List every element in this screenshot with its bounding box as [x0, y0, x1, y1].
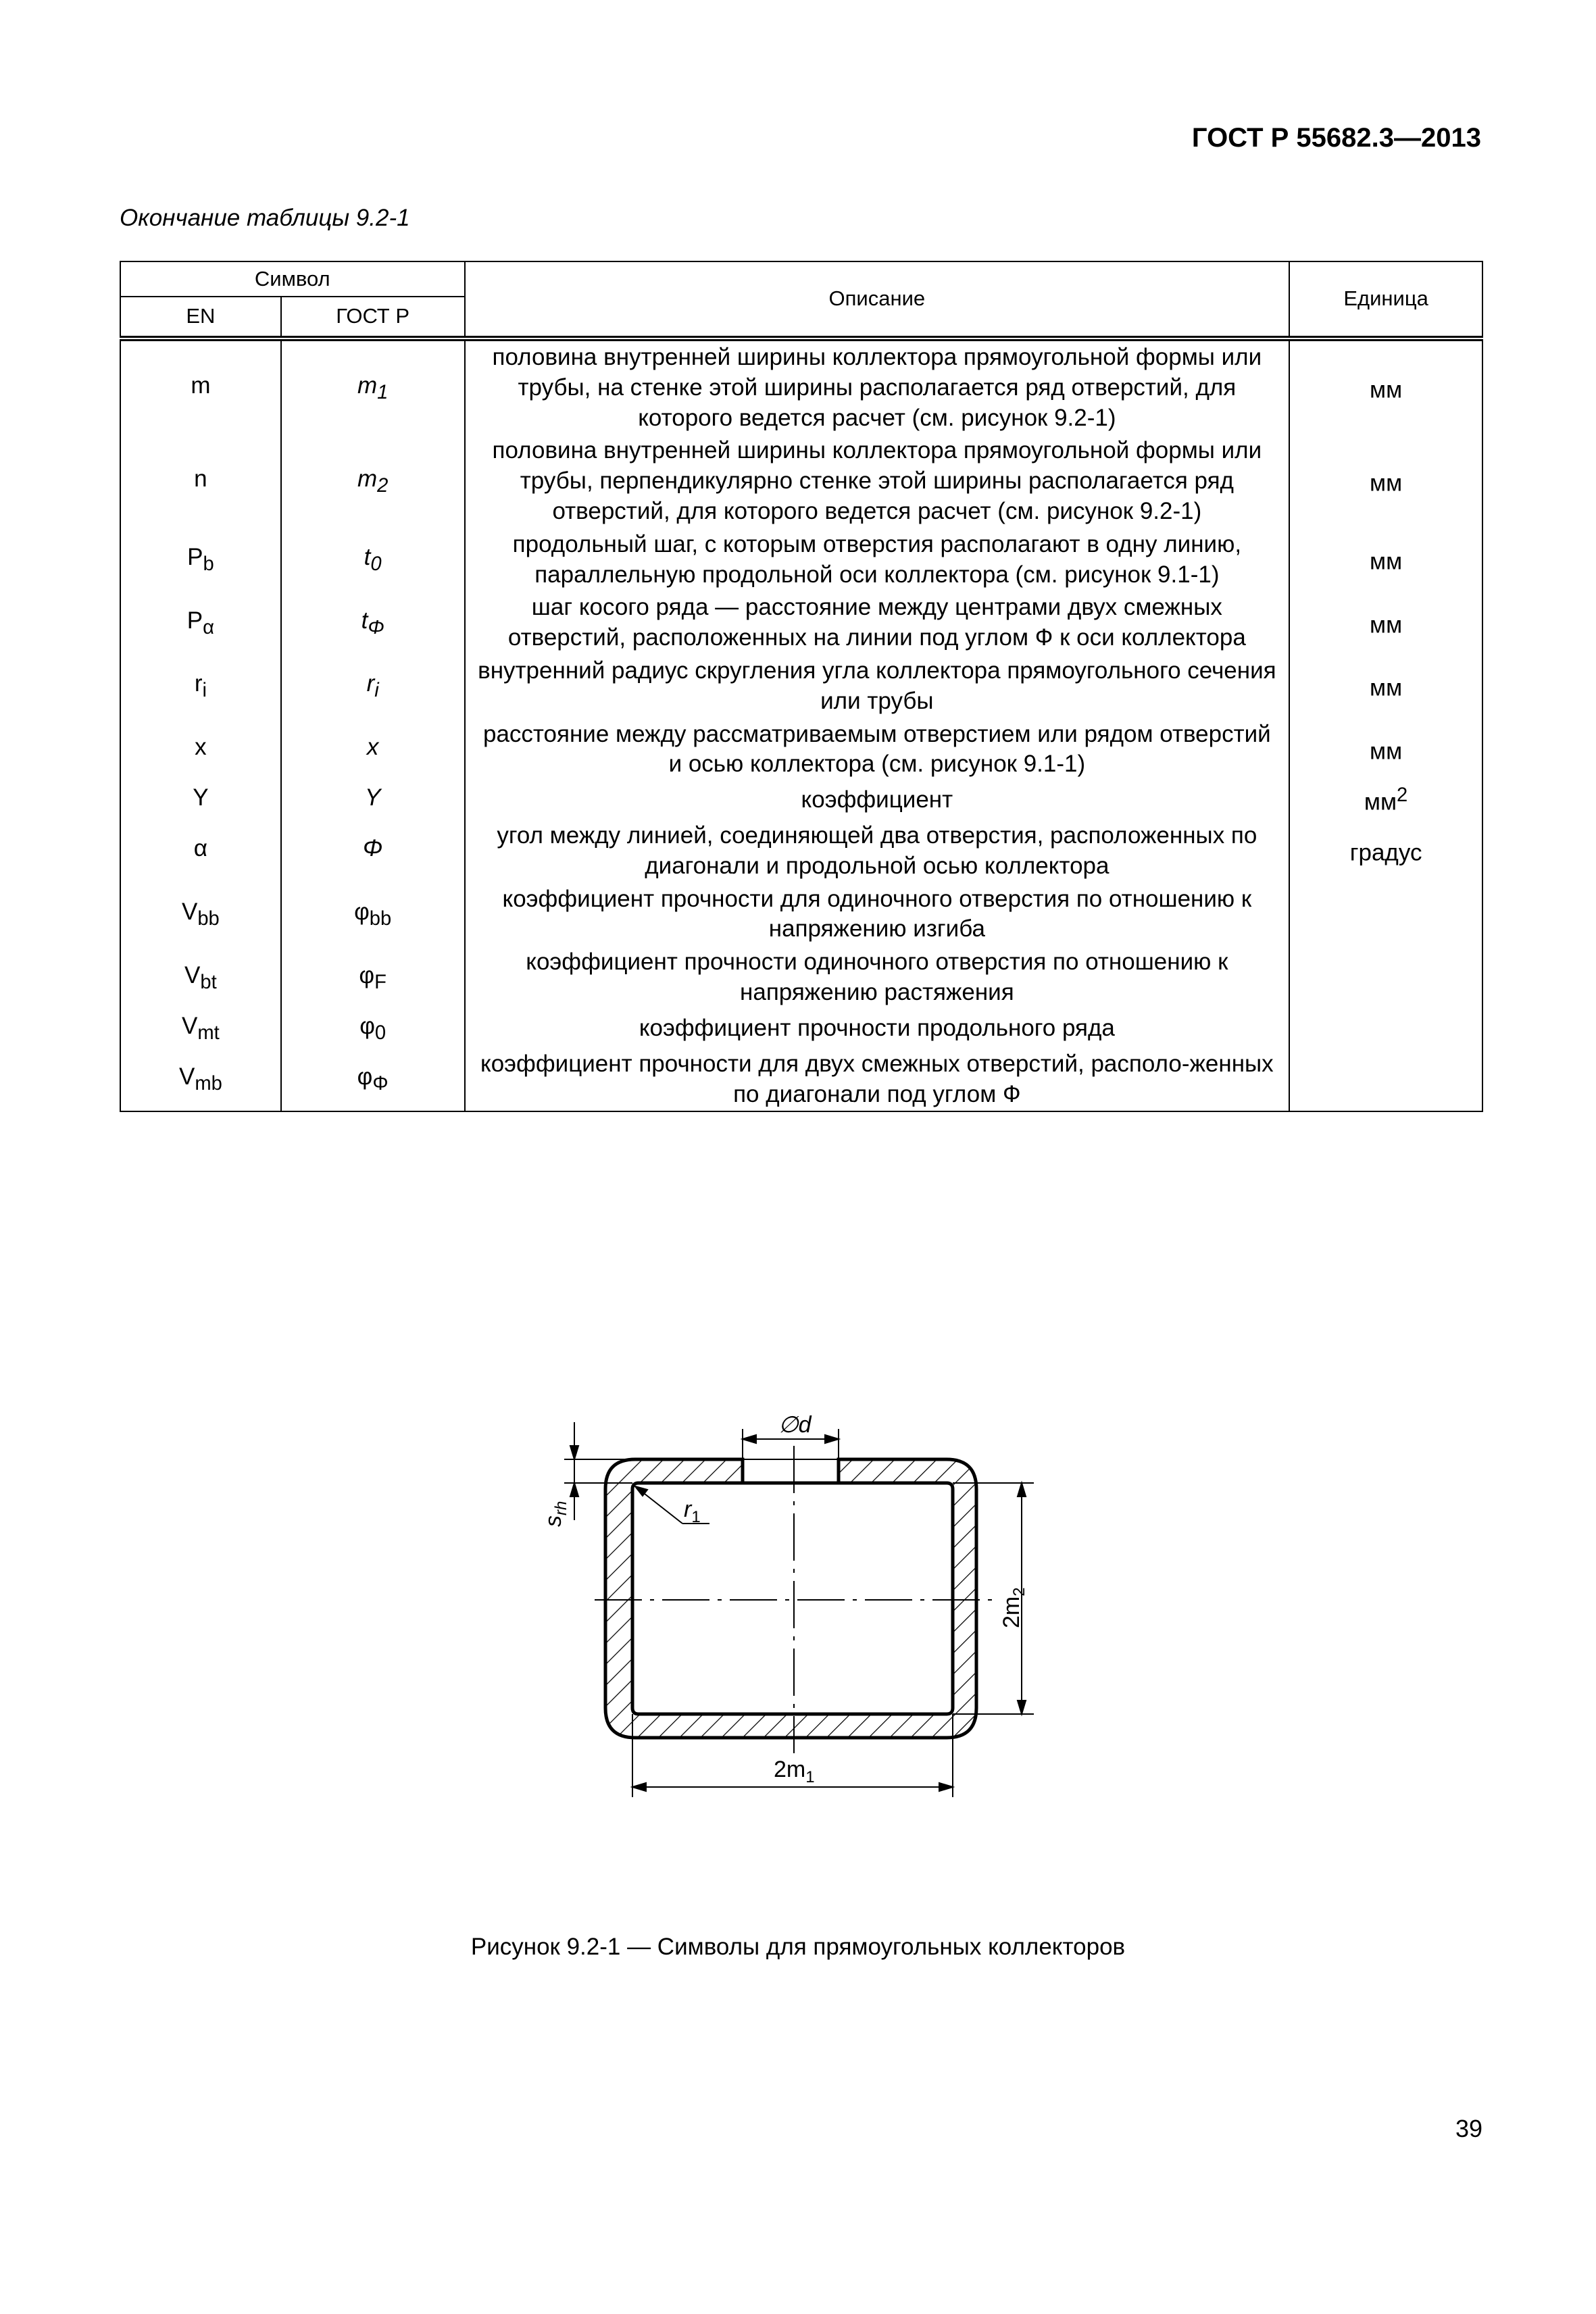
cell-gost: Φ — [281, 820, 465, 883]
cell-description: внутренний радиус скругления угла коллектора прямоугольного сечения или трубы — [465, 655, 1290, 718]
cell-unit: градус — [1289, 820, 1482, 883]
cell-description: шаг косого ряда — расстояние между центрами двух смежных отверстий, расположенных на линии под углом Ф к оси коллектора — [465, 591, 1290, 655]
cell-description: расстояние между рассматриваемым отверстием или рядом отверстий и осью коллектора (см. рисунок 9.1-1) — [465, 718, 1290, 782]
cell-description: коэффициент прочности продольного ряда — [465, 1009, 1290, 1048]
center-lines — [595, 1446, 993, 1753]
table-row — [120, 655, 1482, 718]
cell-gost: Y — [281, 781, 465, 820]
cell-unit: мм — [1289, 528, 1482, 592]
cell-gost: x — [281, 718, 465, 782]
cell-en: $V_{bb}$ — [120, 883, 281, 947]
table-body — [120, 338, 1482, 1111]
cell-unit — [1289, 883, 1482, 947]
cell-en: $V_{bt}$ — [120, 946, 281, 1009]
cell-description: коэффициент прочности для одиночного отверстия по отношению к напряжению изгиба — [465, 883, 1290, 947]
cell-en: α — [120, 820, 281, 883]
cell-description: коэффициент — [465, 781, 1290, 820]
cell-en: $V_{mt}$ — [120, 1009, 281, 1048]
cell-description: продольный шаг, с которым отверстия располагают в одну линию, параллельную продольной оси коллектора (см. рисунок 9.1-1) — [465, 528, 1290, 592]
cell-gost: $\varphi_{bb}$ — [281, 883, 465, 947]
page-number: 39 — [1455, 2115, 1482, 2142]
cell-description: угол между линией, соединяющей два отверстия, расположенных по диагонали и продольной осью коллектора — [465, 820, 1290, 883]
table-row — [120, 946, 1482, 1009]
cell-unit: мм — [1289, 338, 1482, 434]
cell-gost: $r_i$ — [281, 655, 465, 718]
cell-en: $P_\alpha$ — [120, 591, 281, 655]
header-en: EN — [120, 297, 281, 338]
wall-hatching — [605, 1459, 976, 1738]
table-row — [120, 434, 1482, 528]
cell-gost: $m_2$ — [281, 434, 465, 528]
cell-description: коэффициент прочности для двух смежных отверстий, располо-женных по диагонали под углом Ф — [465, 1048, 1290, 1112]
figure-caption: Рисунок 9.2-1 — Символы для прямоугольных коллекторов — [470, 1934, 1126, 1960]
cell-unit — [1289, 1009, 1482, 1048]
table-row — [120, 1048, 1482, 1112]
header-description: Описание — [465, 261, 1290, 338]
table-caption: Окончание таблицы 9.2-1 — [120, 205, 410, 231]
table-row — [120, 1009, 1482, 1048]
collector-cross-section-diagram — [527, 1385, 1068, 1817]
cell-en: Y — [120, 781, 281, 820]
header-gost: ГОСТ Р — [281, 297, 465, 338]
table-row — [120, 883, 1482, 947]
cell-description: половина внутренней ширины коллектора прямоугольной формы или трубы, перпендикулярно стенке этой ширины располагается ряд отверстий, для которого ведется расчет (см. рисунок 9.2-1) — [465, 434, 1290, 528]
table-row — [120, 528, 1482, 592]
cell-unit: мм — [1289, 718, 1482, 782]
height-dim-label: $2m_2$ — [999, 1587, 1028, 1628]
cell-en: m — [120, 338, 281, 434]
table-row — [120, 820, 1482, 883]
cell-gost: $m_1$ — [281, 338, 465, 434]
cell-gost: $\varphi_F$ — [281, 946, 465, 1009]
cell-unit — [1289, 1048, 1482, 1112]
cell-gost: $t_0$ — [281, 528, 465, 592]
cell-gost: $\varphi_\Phi$ — [281, 1048, 465, 1112]
inner-radius-label: $r_1$ — [684, 1496, 701, 1526]
table-row — [120, 338, 1482, 434]
width-dim-label: $2m_1$ — [774, 1757, 815, 1786]
cell-en: n — [120, 434, 281, 528]
cell-en: $r_i$ — [120, 655, 281, 718]
wall-thickness-label: $s_{rh}$ — [541, 1501, 570, 1527]
symbols-table — [120, 261, 1483, 1112]
collector-figure — [527, 1385, 1068, 1817]
cell-gost: $t_\Phi$ — [281, 591, 465, 655]
cell-gost: $\varphi_0$ — [281, 1009, 465, 1048]
cell-unit — [1289, 946, 1482, 1009]
table-row — [120, 591, 1482, 655]
cell-unit: $мм^2$ — [1289, 781, 1482, 820]
table-row — [120, 781, 1482, 820]
cell-unit: мм — [1289, 591, 1482, 655]
cell-en: $P_b$ — [120, 528, 281, 592]
cell-en: $V_{mb}$ — [120, 1048, 281, 1112]
cell-en: x — [120, 718, 281, 782]
cell-description: коэффициент прочности одиночного отверстия по отношению к напряжению растяжения — [465, 946, 1290, 1009]
table-row — [120, 718, 1482, 782]
cell-unit: мм — [1289, 434, 1482, 528]
header-symbol: Символ — [120, 261, 465, 297]
cell-unit: мм — [1289, 655, 1482, 718]
cell-description: половина внутренней ширины коллектора прямоугольной формы или трубы, на стенке этой ширины располагается ряд отверстий, для которого ведется расчет (см. рисунок 9.2-1) — [465, 338, 1290, 434]
document-number: ГОСТ Р 55682.3—2013 — [1191, 123, 1481, 153]
hole-diameter-label: ∅d — [778, 1412, 812, 1438]
header-unit: Единица — [1289, 261, 1482, 338]
